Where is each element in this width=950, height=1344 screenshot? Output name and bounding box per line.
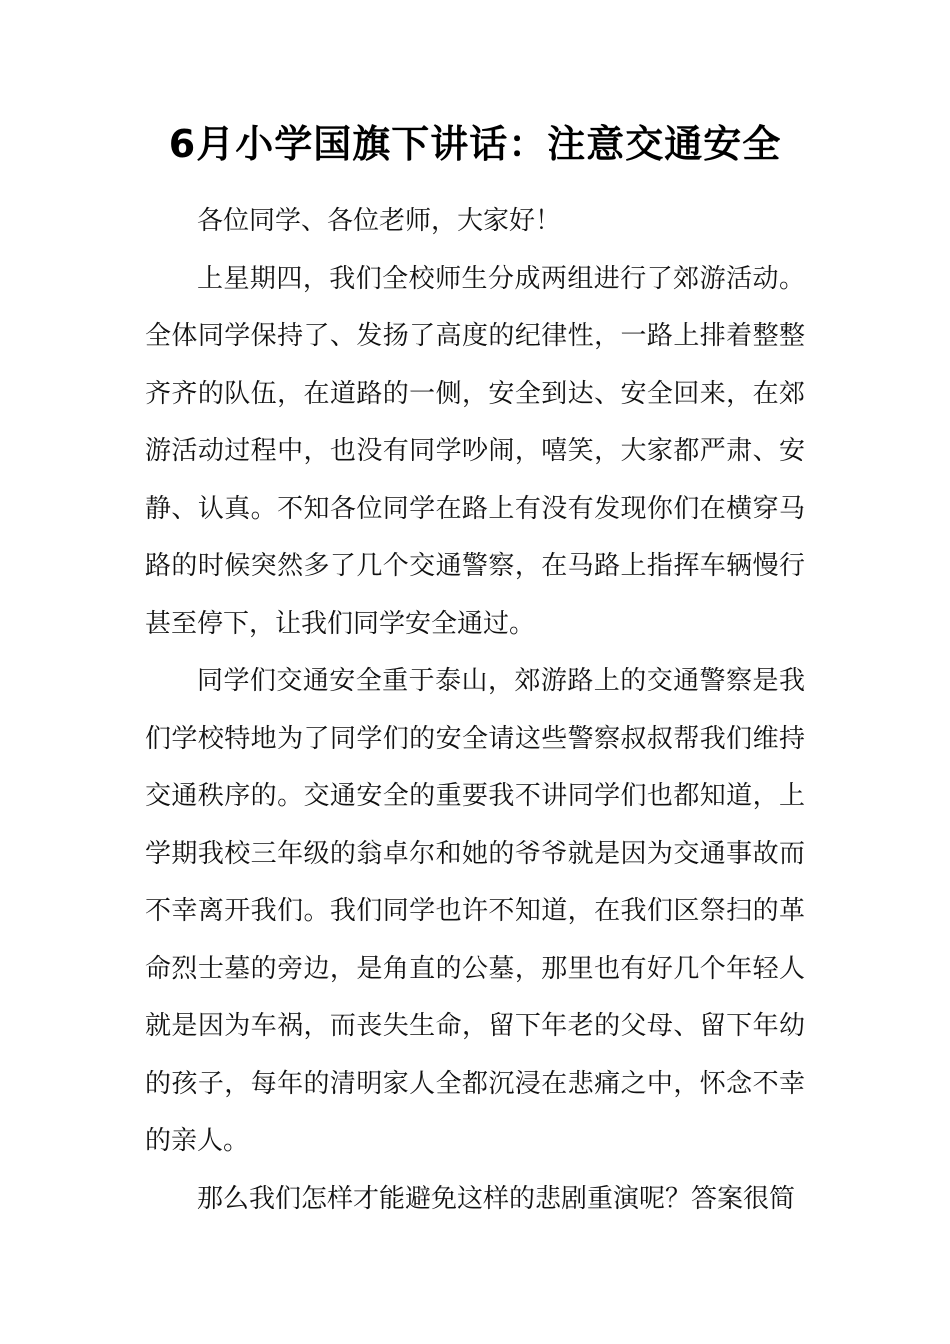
document-body: [145, 193, 805, 1228]
paragraph-greeting: 各位同学、各位老师，大家好！: [197, 206, 562, 236]
paragraph-traffic-safety: 同学们交通安全重于泰山，郊游路上的交通警察是我们学校特地为了同学们的安全请这些警察叔叔帮我们维持交通秩序的。交通安全的重要我不讲同学们也都知道，上学期我校三年级的翁卓尔和她的爷爷就是因为交通事故而不幸离开我们。我们同学也许不知道，在我们区祭扫的革命烈士墓的旁边，是角直的公墓，那里也有好几个年轻人就是因为车祸，而丧失生命，留下年老的父母、留下年幼的孩子，每年的清明家人全都沉浸在悲痛之中，怀念不幸的亲人。: [145, 666, 805, 1156]
paragraph-outing: 上星期四，我们全校师生分成两组进行了郊游活动。全体同学保持了、发扬了高度的纪律性，一路上排着整整齐齐的队伍，在道路的一侧，安全到达、安全回来，在郊游活动过程中，也没有同学吵闹，嘻笑，大家都严肃、安静、认真。不知各位同学在路上有没有发现你们在横穿马路的时候突然多了几个交通警察，在马路上指挥车辆慢行甚至停下，让我们同学安全通过。: [145, 263, 805, 639]
document-title: 6月小学国旗下讲话：注意交通安全: [168, 122, 782, 166]
paragraph-question: 那么我们怎样才能避免这样的悲剧重演呢？答案很简: [197, 1183, 796, 1214]
